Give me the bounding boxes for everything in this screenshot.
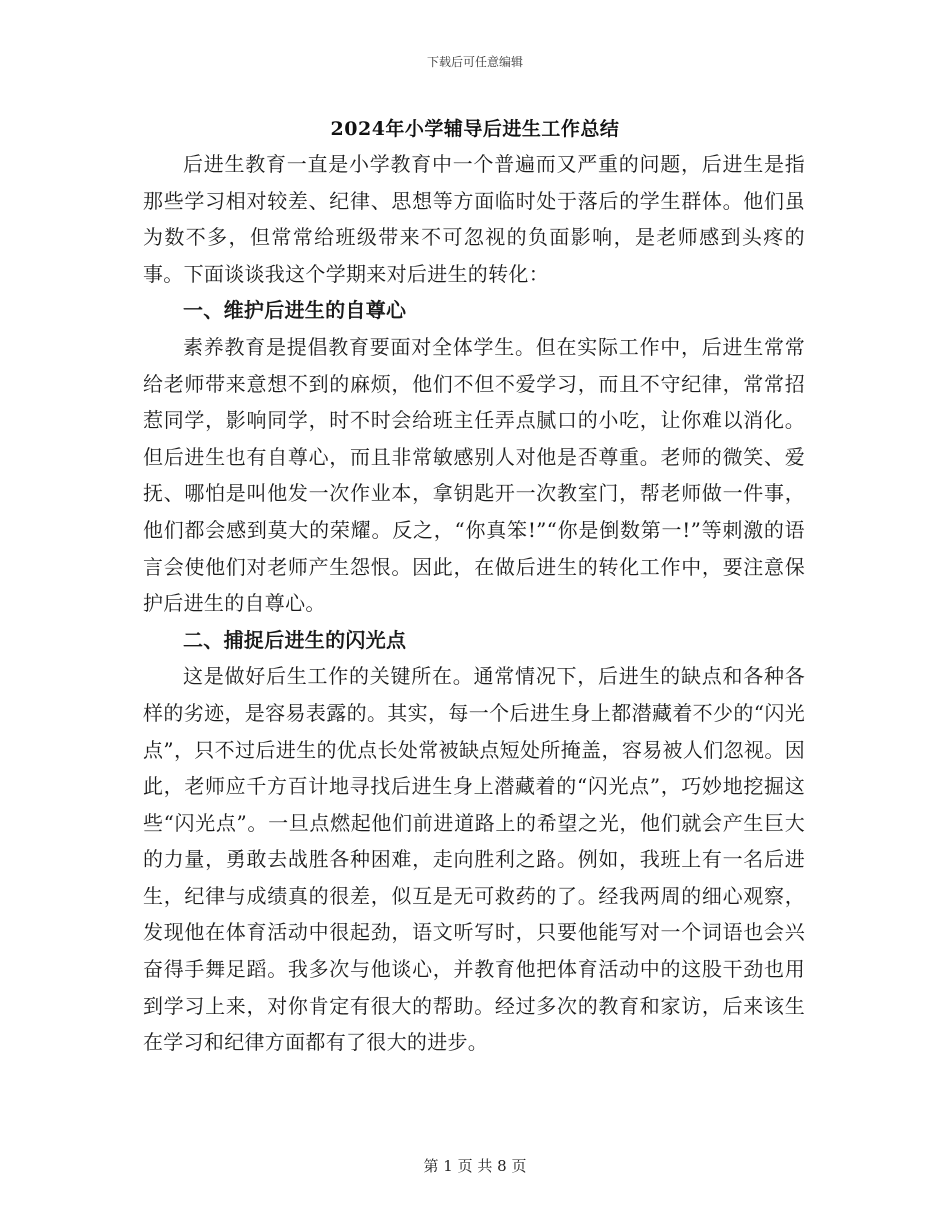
page-title: 2024年小学辅导后进生工作总结 bbox=[330, 118, 620, 140]
header-note: 下载后可任意编辑 bbox=[426, 55, 523, 69]
intro-paragraph: 后进生教育一直是小学教育中一个普遍而又严重的问题，后进生是指那些学习相对较差、纪律、思想等方面临时处于落后的学生群体。他们虽为数不多，但常常给班级带来不可忽视的负面影响，是老师感到头疼的事。下面谈谈我这个学期来对后进生的转化： bbox=[143, 152, 805, 286]
section-heading-2: 二、捕捉后进生的闪光点 bbox=[183, 627, 407, 652]
section-paragraph-1: 素养教育是提倡教育要面对全体学生。但在实际工作中，后进生常常给老师带来意想不到的麻烦，他们不但不爱学习，而且不守纪律，常常招惹同学，影响同学，时不时会给班主任弄点腻口的小吃，让你难以消化。但后进生也有自尊心，而且非常敏感别人对他是否尊重。老师的微笑、爱抚、哪怕是叫他发一次作业本，拿钥匙开一次教室门，帮老师做一件事，他们都会感到莫大的荣耀。反之，“你真笨!”“你是倒数第一!”等刺激的语言会使他们对老师产生怨恨。因此，在做后进生的转化工作中，要注意保护后进生的自尊心。 bbox=[143, 334, 805, 616]
page-number: 第 1 页 共 8 页 bbox=[423, 1157, 527, 1175]
document-body bbox=[143, 146, 805, 1061]
section-heading-1: 一、维护后进生的自尊心 bbox=[183, 298, 407, 323]
section-paragraph-2: 这是做好后生工作的关键所在。通常情况下，后进生的缺点和各种各样的劣迹，是容易表露的。其实，每一个后进生身上都潜藏着不少的“闪光点”，只不过后进生的优点长处常被缺点短处所掩盖，容易被人们忽视。因此，老师应千方百计地寻找后进生身上潜藏着的“闪光点”，巧妙地挖掘这些“闪光点”。一旦点燃起他们前进道路上的希望之光，他们就会产生巨大的力量，勇敢去战胜各种困难，走向胜利之路。例如，我班上有一名后进生，纪律与成绩真的很差，似互是无可救药的了。经我两周的细心观察，发现他在体育活动中很起劲，语文听写时，只要他能写对一个词语也会兴奋得手舞足蹈。我多次与他谈心，并教育他把体育活动中的这股干劲也用到学习上来，对你肯定有很大的帮助。经过多次的教育和家访，后来该生在学习和纪律方面都有了很大的进步。 bbox=[143, 664, 805, 1055]
